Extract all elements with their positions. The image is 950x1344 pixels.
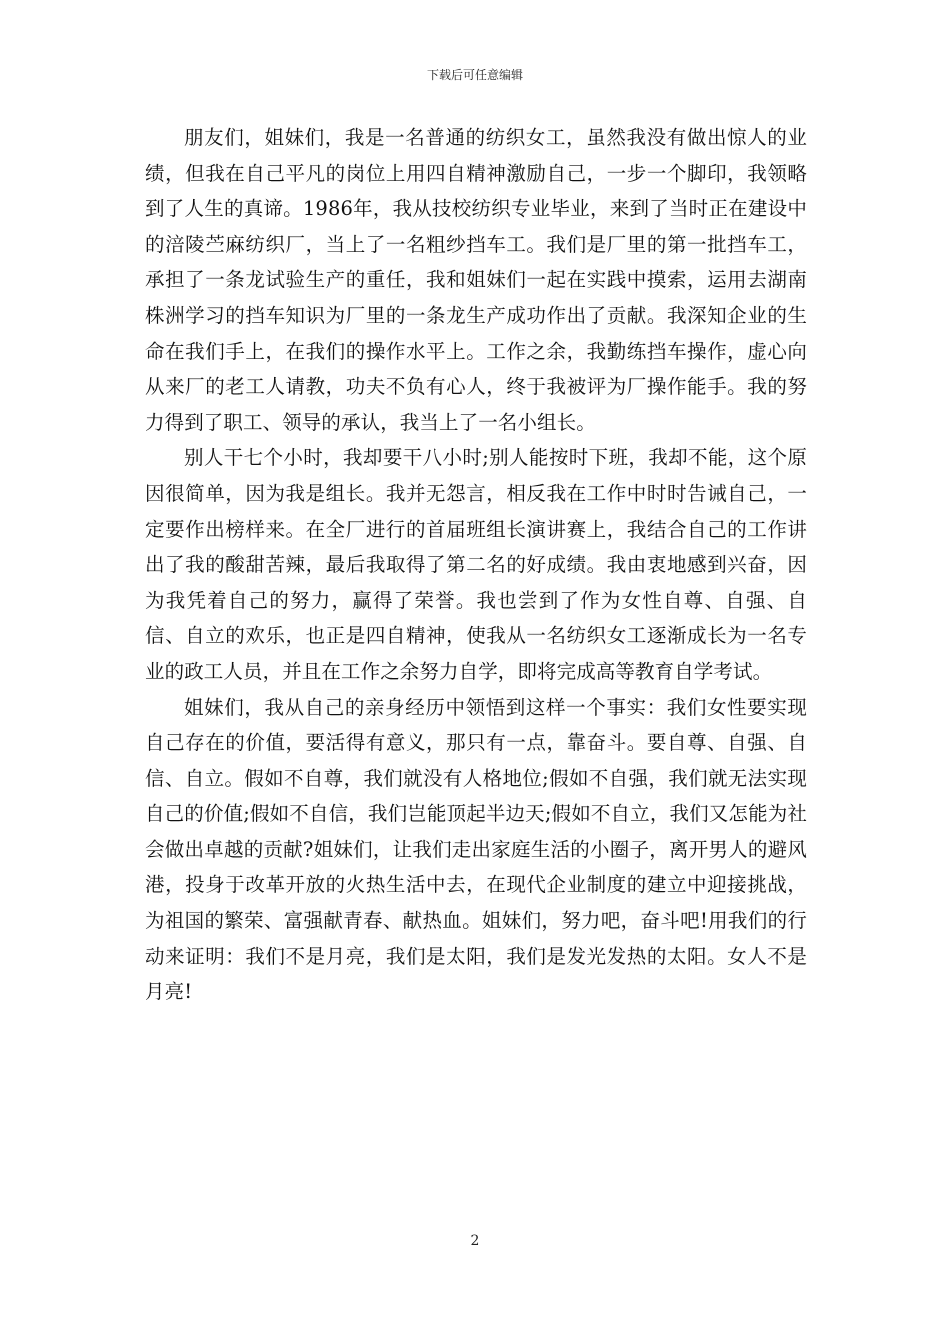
page-number: 2 bbox=[470, 1233, 480, 1249]
paragraph-2: 别人干七个小时，我却要干八小时;别人能按时下班，我却不能，这个原因很简单，因为我是组长。我并无怨言，相反我在工作中时时告诫自己，一定要作出榜样来。在全厂进行的首届班组长演讲赛上，我结合自己的工作讲出了我的酸甜苦辣，最后我取得了第二名的好成绩。我由衷地感到兴奋，因为我凭着自己的努力，赢得了荣誉。我也尝到了作为女性自尊、自强、自信、自立的欢乐，也正是四自精神，使我从一名纺织女工逐渐成长为一名专业的政工人员，并且在工作之余努力自学，即将完成高等教育自学考试。 bbox=[145, 446, 807, 683]
page-header-note: 下载后可任意编辑 bbox=[426, 68, 523, 82]
paragraph-3: 姐妹们，我从自己的亲身经历中领悟到这样一个事实：我们女性要实现自己存在的价值，要活得有意义，那只有一点，靠奋斗。要自尊、自强、自信、自立。假如不自尊，我们就没有人格地位;假如不自强，我们就无法实现自己的价值;假如不自信，我们岂能顶起半边天;假如不自立，我们又怎能为社会做出卓越的贡献?姐妹们，让我们走出家庭生活的小圈子，离开男人的避风港，投身于改革开放的火热生活中去，在现代企业制度的建立中迎接挑战，为祖国的繁荣、富强献青春、献热血。姐妹们，努力吧，奋斗吧!用我们的行动来证明：我们不是月亮，我们是太阳，我们是发光发热的太阳。女人不是月亮! bbox=[145, 695, 807, 1004]
paragraph-1: 朋友们，姐妹们，我是一名普通的纺织女工，虽然我没有做出惊人的业绩，但我在自己平凡的岗位上用四自精神激励自己，一步一个脚印，我领略到了人生的真谛。1986年，我从技校纺织专业毕业，来到了当时正在建设中的涪陵苎麻纺织厂，当上了一名粗纱挡车工。我们是厂里的第一批挡车工，承担了一条龙试验生产的重任，我和姐妹们一起在实践中摸索，运用去湖南株洲学习的挡车知识为厂里的一条龙生产成功作出了贡献。我深知企业的生命在我们手上，在我们的操作水平上。工作之余，我勤练挡车操作，虚心向从来厂的老工人请教，功夫不负有心人，终于我被评为厂操作能手。我的努力得到了职工、领导的承认，我当上了一名小组长。 bbox=[145, 126, 807, 434]
document-body bbox=[145, 120, 807, 1010]
